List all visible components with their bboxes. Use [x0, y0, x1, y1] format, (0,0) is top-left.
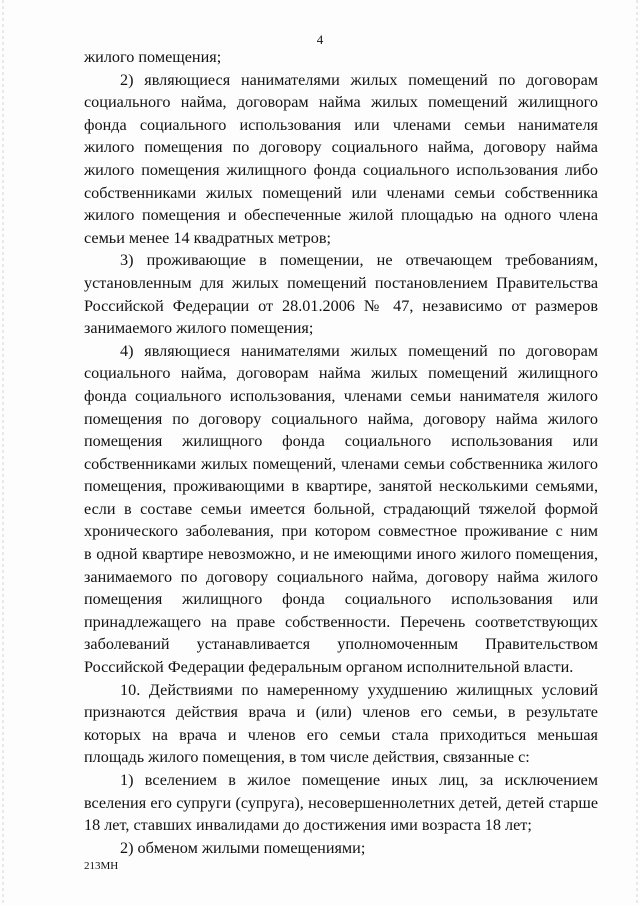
text-line: 4) являющиеся нанимателями жилых помещений по договорам [120, 341, 598, 360]
text-line: помещения жилищного фонда социального использования или [84, 590, 598, 609]
text-line: вселения его супруги (супруга), несовершеннолетних детей, детей старше [84, 793, 598, 812]
text-line: которых на врача и членов его семьи стала приходиться меньшая [84, 725, 598, 744]
text-line: признаются действия врача и (или) членов его семьи, в результате [84, 703, 598, 722]
paragraph [84, 837, 598, 860]
text-line: Российской Федерации от 28.01.2006 № 47, независимо от размеров [84, 296, 598, 315]
text-line: 2) обменом жилыми помещениями; [120, 838, 366, 857]
text-line: в одной квартире невозможно, и не имеющими иного жилого помещения, [84, 545, 598, 564]
text-line: Российской Федерации федеральным органом исполнительной власти. [84, 658, 574, 677]
paragraph [84, 769, 598, 837]
paragraph [84, 46, 598, 69]
text-line: занимаемого по договору социального найма, договору найма жилого [84, 567, 598, 586]
document-code: 213МН [84, 860, 119, 872]
text-line: помещения жилищного фонда социального использования или [84, 432, 598, 451]
text-line: фонда социального использования или членами семьи нанимателя [84, 115, 598, 134]
text-line: 3) проживающие в помещении, не отвечающем требованиям, [120, 251, 598, 270]
text-line: семьи менее 14 квадратных метров; [84, 228, 332, 247]
text-line: принадлежащего на праве собственности. Перечень соответствующих [84, 612, 598, 631]
text-line: фонда социального использования, членами семьи нанимателя жилого [84, 386, 598, 405]
text-line: 18 лет, ставших инвалидами до достижения ими возраста 18 лет; [84, 816, 532, 835]
page-number: 4 [316, 32, 324, 47]
document-body [84, 46, 598, 859]
text-line: если в составе семьи имеется больной, страдающий тяжелой формой [84, 499, 598, 518]
paragraph [84, 249, 598, 339]
text-line: занимаемого жилого помещения; [84, 319, 314, 338]
text-line: хронического заболевания, при котором совместное проживание с ним [84, 522, 598, 541]
text-line: социального найма, договорам найма жилых помещений жилищного [84, 93, 598, 112]
text-line: жилого помещения; [84, 48, 222, 66]
paragraph [84, 69, 598, 250]
scan-edge-left [2, 0, 4, 905]
text-line: собственниками жилых помещений, членами семьи собственника жилого [84, 454, 598, 473]
text-line: 2) являющиеся нанимателями жилых помещений по договорам [120, 70, 598, 89]
text-line: установленным для жилых помещений постановлением Правительства [84, 273, 598, 292]
text-line: жилого помещения жилищного фонда социального использования либо [84, 160, 598, 179]
text-line: жилого помещения по договору социального найма, договору найма [84, 138, 598, 157]
paragraph [84, 340, 598, 679]
text-line: помещения, проживающими в квартире, занятой несколькими семьями, [84, 477, 598, 496]
text-line: помещения по договору социального найма, договору найма жилого [84, 409, 598, 428]
text-line: 10. Действиями по намеренному ухудшению жилищных условий [120, 680, 598, 699]
text-line: социального найма, договорам найма жилых помещений жилищного [84, 364, 598, 383]
text-line: собственниками жилых помещений или членами семьи собственника [84, 183, 598, 202]
text-line: 1) вселением в жилое помещение иных лиц, за исключением [120, 771, 598, 789]
scan-edge-right [636, 0, 638, 905]
text-line: площадь жилого помещения, в том числе действия, связанные с: [84, 748, 530, 767]
text-line: жилого помещения и обеспеченные жилой площадью на одного члена [84, 206, 598, 225]
text-line: заболеваний устанавливается уполномоченным Правительством [84, 635, 598, 654]
paragraph [84, 679, 598, 769]
